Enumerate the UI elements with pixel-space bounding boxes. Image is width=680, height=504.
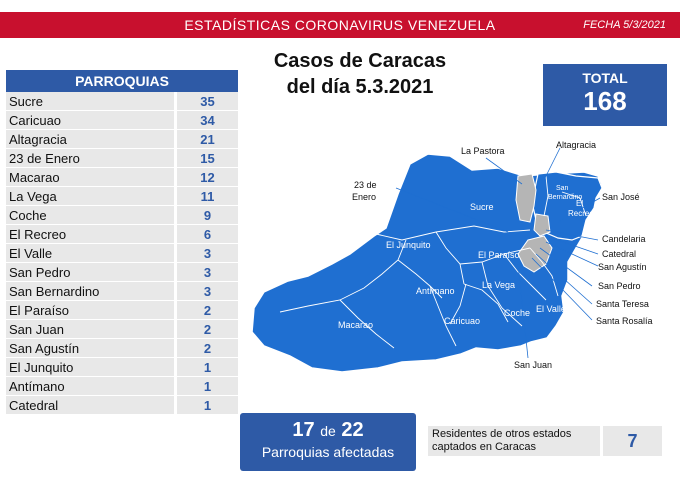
parroquia-cases: 15 xyxy=(177,149,238,167)
map-label-altagracia: Altagracia xyxy=(556,140,597,150)
parroquia-cases: 3 xyxy=(177,263,238,281)
table-row xyxy=(6,206,238,225)
parroquia-name: San Juan xyxy=(6,320,174,338)
parroquia-cases: 35 xyxy=(177,92,238,110)
map-label-elrecreo-1: El xyxy=(576,199,584,208)
table-row xyxy=(6,377,238,396)
parroquia-name: La Vega xyxy=(6,187,174,205)
map-label-candelaria: Candelaria xyxy=(602,234,646,244)
page-title xyxy=(250,48,470,100)
parroquia-name: El Recreo xyxy=(6,225,174,243)
table-row xyxy=(6,396,238,415)
header-banner xyxy=(0,12,680,38)
parroquia-cases: 1 xyxy=(177,377,238,395)
parroquia-cases: 9 xyxy=(177,206,238,224)
afectadas-total: 22 xyxy=(341,419,364,441)
table-row xyxy=(6,358,238,377)
parroquia-cases: 34 xyxy=(177,111,238,129)
caracas-map xyxy=(246,136,666,386)
table-row xyxy=(6,111,238,130)
map-label-elvalle: El Valle xyxy=(536,304,566,314)
parroquia-name: Coche xyxy=(6,206,174,224)
map-label-sanpedro: San Pedro xyxy=(598,281,641,291)
parroquia-name: El Junquito xyxy=(6,358,174,376)
map-label-sanbernardino-2: Bernardino xyxy=(548,194,583,201)
parroquia-name: Sucre xyxy=(6,92,174,110)
table-row xyxy=(6,320,238,339)
map-label-coche: Coche xyxy=(504,308,531,318)
table-row xyxy=(6,282,238,301)
table-row xyxy=(6,130,238,149)
afectadas-box xyxy=(240,413,416,471)
table-row xyxy=(6,149,238,168)
map-svg xyxy=(246,136,666,386)
parroquia-name: Antímano xyxy=(6,377,174,395)
map-label-sucre: Sucre xyxy=(470,202,494,212)
table-row xyxy=(6,168,238,187)
map-label-sanagustin: San Agustín xyxy=(598,262,647,272)
map-label-caricuao: Caricuao xyxy=(444,316,481,326)
afectadas-label: Parroquias afectadas xyxy=(261,444,395,460)
table-row xyxy=(6,301,238,320)
title-line-2: del día 5.3.2021 xyxy=(286,76,434,98)
parroquias-table xyxy=(6,70,238,415)
table-header: PARROQUIAS xyxy=(6,70,238,92)
parroquia-cases: 1 xyxy=(177,358,238,376)
parroquia-name: El Valle xyxy=(6,244,174,262)
map-label-23enero-1: 23 de xyxy=(354,180,377,190)
map-label-lavega: La Vega xyxy=(482,280,516,290)
map-label-junquito: El Junquito xyxy=(386,240,431,250)
residentes-text: Residentes de otros estados captados en Caracas xyxy=(428,426,600,456)
map-region-sanjose xyxy=(534,214,550,236)
residentes-value: 7 xyxy=(603,426,662,456)
map-label-santarosalia: Santa Rosalía xyxy=(596,316,653,326)
map-label-elrecreo-2: Recreo xyxy=(568,209,594,218)
parroquia-name: San Agustín xyxy=(6,339,174,357)
total-value: 168 xyxy=(583,86,627,116)
map-label-23enero-2: Enero xyxy=(352,192,377,202)
map-label-antimano: Antímano xyxy=(416,286,455,296)
parroquia-name: El Paraíso xyxy=(6,301,174,319)
afectadas-de: de xyxy=(320,423,336,439)
parroquia-cases: 11 xyxy=(177,187,238,205)
map-label-paraiso: El Paraíso xyxy=(478,250,520,260)
parroquia-name: Macarao xyxy=(6,168,174,186)
map-label-sanjuan: San Juan xyxy=(514,360,553,370)
table-row xyxy=(6,263,238,282)
parroquia-cases: 2 xyxy=(177,339,238,357)
parroquia-cases: 21 xyxy=(177,130,238,148)
map-label-sanjose: San José xyxy=(602,192,640,202)
banner-date: FECHA 5/3/2021 xyxy=(583,19,666,31)
map-label-macarao: Macarao xyxy=(338,320,374,330)
parroquia-name: Caricuao xyxy=(6,111,174,129)
parroquia-name: San Pedro xyxy=(6,263,174,281)
total-label: TOTAL xyxy=(582,70,628,86)
title-line-1: Casos de Caracas xyxy=(273,50,447,72)
total-box xyxy=(543,64,667,126)
map-label-catedral: Catedral xyxy=(602,249,637,259)
parroquia-name: Altagracia xyxy=(6,130,174,148)
table-row xyxy=(6,225,238,244)
map-label-sanbernardino-1: San xyxy=(556,185,569,192)
residentes-box xyxy=(428,426,662,456)
map-label-lapastora: La Pastora xyxy=(461,146,505,156)
parroquia-cases: 2 xyxy=(177,301,238,319)
afectadas-count-line xyxy=(240,419,416,442)
parroquia-cases: 2 xyxy=(177,320,238,338)
parroquia-cases: 1 xyxy=(177,396,238,414)
table-row xyxy=(6,187,238,206)
table-body xyxy=(6,92,238,415)
table-row xyxy=(6,244,238,263)
parroquia-cases: 3 xyxy=(177,282,238,300)
map-label-santateresa: Santa Teresa xyxy=(596,299,649,309)
table-row xyxy=(6,92,238,111)
parroquia-cases: 3 xyxy=(177,244,238,262)
parroquia-name: 23 de Enero xyxy=(6,149,174,167)
parroquia-name: San Bernardino xyxy=(6,282,174,300)
parroquia-name: Catedral xyxy=(6,396,174,414)
afectadas-count: 17 xyxy=(292,419,315,441)
banner-title: ESTADÍSTICAS CORONAVIRUS VENEZUELA xyxy=(184,17,496,33)
parroquia-cases: 6 xyxy=(177,225,238,243)
table-row xyxy=(6,339,238,358)
parroquia-cases: 12 xyxy=(177,168,238,186)
